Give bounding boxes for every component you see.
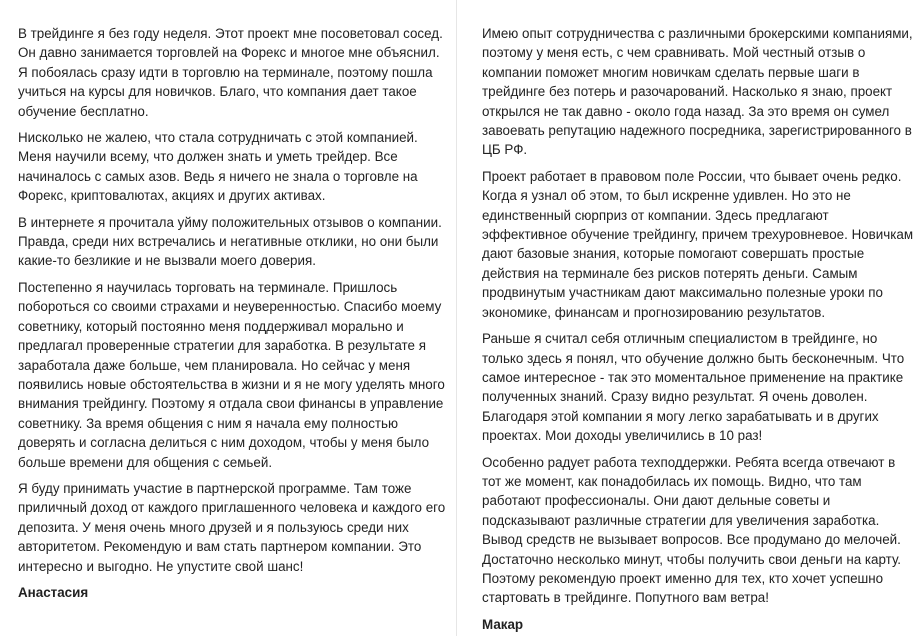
review-paragraph: В трейдинге я без году неделя. Этот проект мне посоветовал сосед. Он давно занимается торговлей на Форекс и многое мне объяснил. Я побоялась сразу идти в торговлю на терминале, поэтому пошла учиться на курсы для новичков. Благо, что компания дает такое обучение бесплатно. <box>18 26 443 119</box>
review-paragraph: Имею опыт сотрудничества с различными брокерскими компаниями, поэтому у меня есть, с чем сравнивать. Мой честный отзыв о компании поможет многим новичкам сделать первые шаги в трейдинге без потерь и разочарований. Насколько я знаю, проект открылся не так давно - около года назад. За это время он сумел завоевать репутацию надежного посредника, зарегистрированного в ЦБ РФ. <box>482 26 913 158</box>
review-paragraph: Постепенно я научилась торговать на терминале. Пришлось побороться со своими страхами и неуверенностью. Спасибо моему советнику, который постоянно меня поддерживал морально и предлагал проверенные стратегии для заработка. В результате я заработала даже больше, чем планировала. Но сейчас у меня появились новые обстоятельства в жизни и я не могу уделять много внимания трейдингу. Поэтому я отдала свои финансы в управление советнику. За время общения с ним я начала ему полностью доверять и согласна делиться с ним доходом, чтобы у меня было больше времени для общения с семьей. <box>18 279 445 470</box>
review-paragraph: Раньше я считал себя отличным специалистом в трейдинге, но только здесь я понял, что обучение должно быть бесконечным. Что самое интересное - так это моментальное применение на практике полученных знаний. Сразу видно результат. Я очень доволен. Благодаря этой компании я могу легко зарабатывать и в других проектах. Мои доходы увеличились в 10 раз! <box>482 331 905 444</box>
review-makar <box>482 24 914 634</box>
review-paragraph: Я буду принимать участие в партнерской программе. Там тоже приличный доход от каждого приглашенного человека и каждого его депозита. У меня очень много друзей и я пользуюсь среди них авторитетом. Рекомендую и вам стать партнером компании. Это интересно и выгодно. Не упустите свой шанс! <box>18 480 446 574</box>
review-paragraph: Нисколько не жалею, что стала сотрудничать с этой компанией. Меня научили всему, что должен знать и уметь трейдер. Все начиналось с самых азов. Ведь я ничего не знала о торговле на Форекс, криптовалютах, акциях и других активах. <box>18 130 418 204</box>
review-paragraph: В интернете я прочитала уйму положительных отзывов о компании. Правда, среди них встречались и негативные отклики, но они были какие-то безликие и не вызвали моего доверия. <box>18 214 442 269</box>
review-author: Макар <box>482 616 524 632</box>
review-author: Анастасия <box>18 584 89 600</box>
column-divider <box>456 0 457 636</box>
review-anastasia <box>18 24 446 602</box>
review-paragraph: Особенно радует работа техподдержки. Ребята всегда отвечают в тот же момент, как понадобилась их помощь. Видно, что там работают профессионалы. Они дают дельные советы и подсказывают различные стратегии для увеличения заработка. Вывод средств не вызывает вопросов. Все продумано до мелочей. Достаточно несколько минут, чтобы получить свои деньги на карту. Поэтому рекомендую проект именно для тех, кто хочет успешно стартовать в трейдинге. Попутного вам ветра! <box>482 454 902 606</box>
review-paragraph: Проект работает в правовом поле России, что бывает очень редко. Когда я узнал об этом, то был искренне удивлен. Но это не единственный сюрприз от компании. Здесь предлагают эффективное обучение трейдингу, причем трехуровневое. Новичкам дают базовые знания, которые помогают совершать простые действия на терминале без рисков потерять деньги. Самым продвинутым участникам дают максимально полезные уроки по экономике, финансам и прогнозированию результатов. <box>482 168 914 320</box>
